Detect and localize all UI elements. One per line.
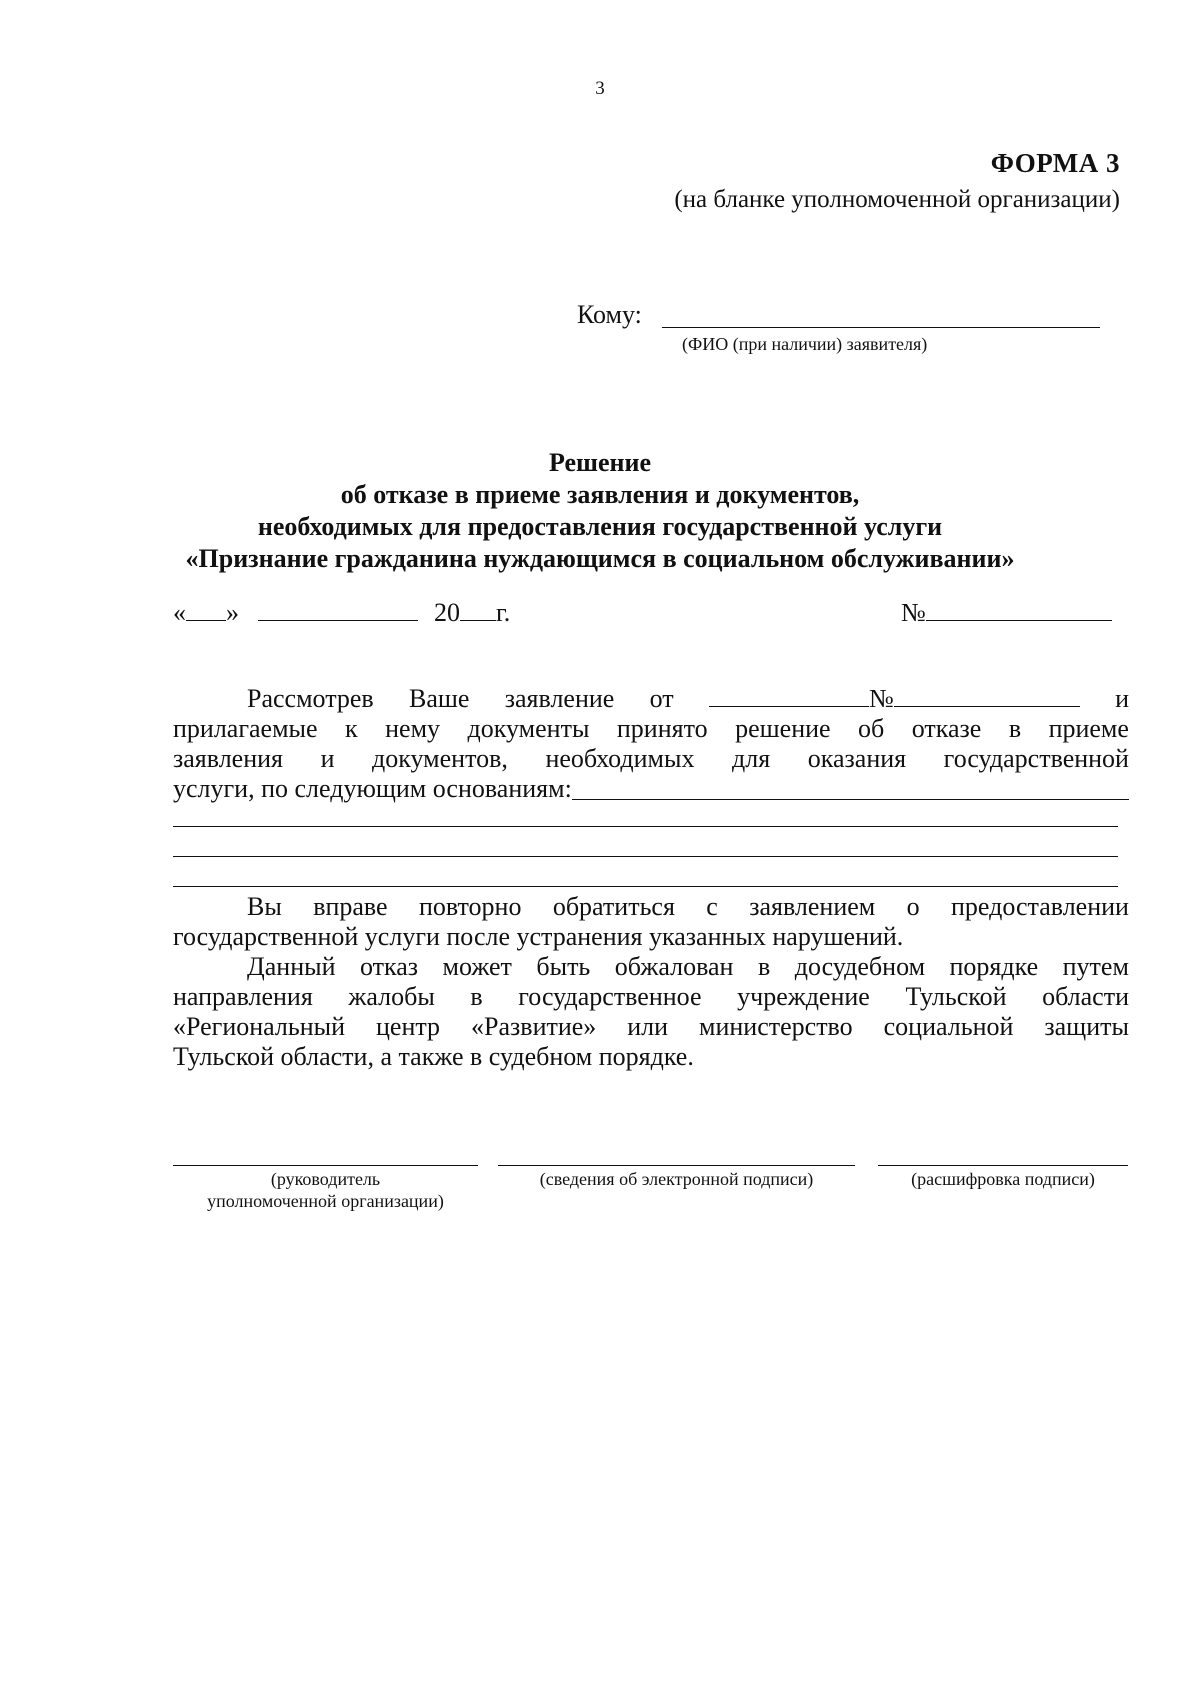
year-blank[interactable]	[460, 598, 496, 621]
title-line: об отказе в приеме заявления и документов,	[340, 480, 860, 509]
head-signature-line[interactable]	[173, 1165, 478, 1166]
esign-signature-line[interactable]	[498, 1165, 855, 1166]
decode-caption: (расшифровка подписи)	[911, 1169, 1095, 1189]
number-sign: №	[901, 598, 926, 627]
decode-signature-line[interactable]	[878, 1165, 1128, 1166]
grounds-line[interactable]	[173, 886, 1118, 887]
paragraph-reapply	[173, 892, 1129, 952]
form-label: ФОРМА 3	[990, 148, 1120, 178]
open-quote: «	[173, 598, 186, 627]
text-line: Тульской области, а также в судебном порядке.	[173, 1042, 694, 1071]
number-row	[901, 598, 1112, 628]
text-line: «Региональный центр «Развитие» или министерство социальной защиты	[173, 1012, 1129, 1041]
paragraph-appeal	[173, 952, 1129, 1072]
title-line: необходимых для предоставления государственной услуги	[257, 512, 943, 541]
recipient-fill-line[interactable]	[662, 327, 1100, 328]
recipient-label: Кому:	[577, 300, 642, 329]
text-line: Данный отказ может быть обжалован в досудебном порядке путем	[247, 952, 1129, 981]
text-line: Вы вправе повторно обратиться с заявлением о предоставлении	[247, 892, 1129, 921]
day-blank[interactable]	[186, 598, 226, 621]
number-blank[interactable]	[926, 598, 1112, 621]
paragraph-decision	[173, 684, 1129, 804]
close-quote: »	[226, 598, 239, 627]
esign-caption: (сведения об электронной подписи)	[539, 1169, 814, 1189]
text-line: Рассмотрев Ваше заявление от № и	[247, 684, 1129, 713]
title-line: «Признание гражданина нуждающимся в социальном обслуживании»	[185, 544, 1015, 573]
grounds-line[interactable]	[173, 826, 1118, 827]
year-suffix: г.	[496, 598, 511, 627]
text-line: прилагаемые к нему документы принято решение об отказе в приеме	[173, 714, 1129, 743]
form-note: (на бланке уполномоченной организации)	[674, 186, 1120, 213]
document-title	[100, 447, 1100, 575]
text-line: заявления и документов, необходимых для оказания государственной	[173, 744, 1129, 773]
year-prefix: 20	[434, 598, 460, 627]
text-line: направления жалобы в государственное учреждение Тульской области	[173, 982, 1129, 1011]
month-blank[interactable]	[258, 598, 418, 621]
grounds-blank[interactable]	[572, 777, 1129, 800]
grounds-line[interactable]	[173, 856, 1118, 857]
date-row	[173, 598, 510, 628]
page-number: 3	[595, 78, 605, 99]
application-number-blank[interactable]	[894, 684, 1080, 707]
head-caption: (руководитель уполномоченной организации)	[207, 1169, 444, 1211]
text-line: услуги, по следующим основаниям:	[173, 774, 1129, 804]
text-line: государственной услуги после устранения указанных нарушений.	[173, 922, 904, 951]
title-line: Решение	[548, 448, 652, 477]
application-date-blank[interactable]	[709, 684, 869, 707]
recipient-caption: (ФИО (при наличии) заявителя)	[682, 334, 928, 354]
